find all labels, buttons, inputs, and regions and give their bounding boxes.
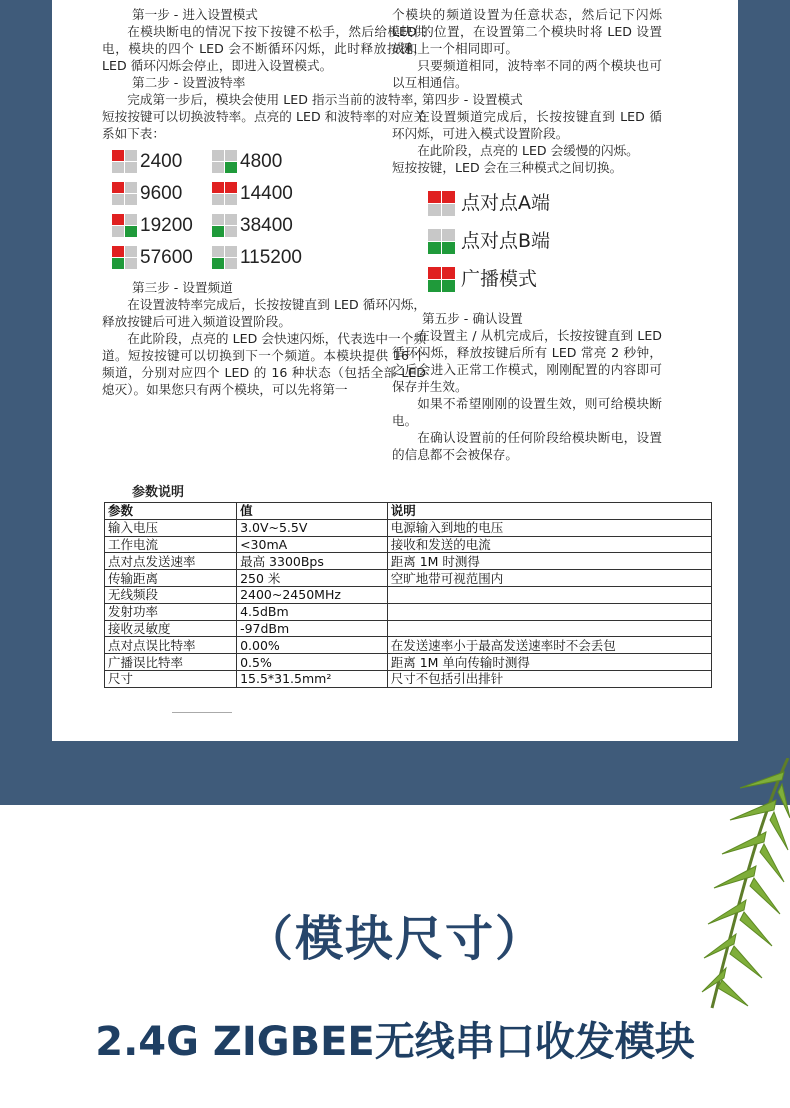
table-cell: 点对点发送速率 <box>105 553 237 570</box>
mode-item <box>428 184 662 222</box>
column-header: 参数 <box>105 503 237 520</box>
table-cell: 发射功率 <box>105 603 237 620</box>
table-row <box>105 670 712 687</box>
led-indicator-icon <box>112 150 137 173</box>
table-cell: 尺寸 <box>105 670 237 687</box>
right-text-top <box>392 6 662 176</box>
param-table-header <box>105 503 712 520</box>
table-cell: 空旷地带可视范围内 <box>387 570 711 587</box>
params-title: 参数说明 <box>132 485 185 500</box>
paragraph: 完成第一步后，模块会使用 LED 指示当前的波特率，短按按键可以切换波特率。点亮的 LED 和波特率的对应关系如下表： <box>102 92 426 141</box>
step-heading: 第一步 - 进入设置模式 <box>132 7 258 22</box>
paragraph: 如果不希望刚刚的设置生效，则可给模块断电。 <box>392 396 662 428</box>
table-cell: 尺寸不包括引出排针 <box>387 670 711 687</box>
table-row <box>105 586 712 603</box>
table-cell: 点对点误比特率 <box>105 637 237 654</box>
table-row <box>105 620 712 637</box>
baud-rate-item <box>212 182 322 205</box>
table-cell: 最高 3300Bps <box>237 553 388 570</box>
paragraph: 在设置主 / 从机完成后，长按按键直到 LED 循环闪烁，释放按键后所有 LED 常亮 2 秒钟，之后会进入正常工作模式，刚刚配置的内容即可保存并生效。 <box>392 328 662 394</box>
baud-rate-item <box>112 150 212 173</box>
table-cell: 15.5*31.5mm² <box>237 670 388 687</box>
led-indicator-icon <box>428 229 455 254</box>
baud-rate-item <box>212 246 322 269</box>
right-text-bottom <box>392 310 662 463</box>
palm-leaf-icon <box>700 758 790 1018</box>
table-cell: 4.5dBm <box>237 603 388 620</box>
table-cell: -97dBm <box>237 620 388 637</box>
table-row <box>105 536 712 553</box>
table-cell <box>387 620 711 637</box>
paragraph: 在设置波特率完成后，长按按键直到 LED 循环闪烁，释放按键后可进入频道设置阶段。 <box>102 297 426 329</box>
baud-rate-item <box>212 214 322 237</box>
table-cell: 输入电压 <box>105 519 237 536</box>
led-indicator-icon <box>112 214 137 237</box>
led-indicator-icon <box>428 267 455 292</box>
table-row <box>105 519 712 536</box>
led-indicator-icon <box>212 150 237 173</box>
table-cell: 距离 1M 时测得 <box>387 553 711 570</box>
led-indicator-icon <box>112 246 137 269</box>
table-cell: 电源输入到地的电压 <box>387 519 711 536</box>
left-column <box>102 6 426 398</box>
table-row <box>105 654 712 671</box>
step-heading: 第五步 - 确认设置 <box>422 311 523 326</box>
table-row <box>105 637 712 654</box>
param-table <box>104 502 712 688</box>
page-divider <box>172 712 232 713</box>
table-row <box>105 553 712 570</box>
paragraph: 在此阶段，点亮的 LED 会缓慢的闪烁。 <box>417 143 639 158</box>
paragraph: 在确认设置前的任何阶段给模块断电，设置的信息都不会被保存。 <box>392 430 662 462</box>
led-indicator-icon <box>428 191 455 216</box>
paragraph: 在此阶段，点亮的 LED 会快速闪烁，代表选中一个频道。短按按键可以切换到下一个频道。本模块提供 16 个频道，分别对应四个 LED 的 16 种状态（包括全部 LED 熄灭）。如果您只有两个模块，可以先将第一 <box>102 331 426 397</box>
paragraph: 短按按键，LED 会在三种模式之间切换。 <box>392 160 623 175</box>
table-cell: 工作电流 <box>105 536 237 553</box>
baud-rate-item <box>212 150 322 173</box>
right-column <box>392 6 662 463</box>
baud-rate-item <box>112 246 212 269</box>
step-heading: 第四步 - 设置模式 <box>422 92 523 107</box>
led-indicator-icon <box>212 182 237 205</box>
table-cell <box>387 603 711 620</box>
baud-rate-table <box>112 150 426 269</box>
table-cell: <30mA <box>237 536 388 553</box>
baud-rate-label: 57600 <box>140 247 193 268</box>
mode-list <box>428 184 662 298</box>
baud-rate-label: 4800 <box>240 151 283 172</box>
table-cell: 0.5% <box>237 654 388 671</box>
step-heading: 第二步 - 设置波特率 <box>132 75 246 90</box>
baud-rate-label: 2400 <box>140 151 183 172</box>
table-cell: 无线频段 <box>105 586 237 603</box>
baud-rate-label: 115200 <box>240 247 302 268</box>
mode-label: 广播模式 <box>461 267 538 290</box>
baud-rate-label: 19200 <box>140 215 193 236</box>
baud-rate-label: 9600 <box>140 183 183 204</box>
manual-page <box>52 0 738 741</box>
baud-rate-item <box>112 214 212 237</box>
table-cell: 在发送速率小于最高发送速率时不会丢包 <box>387 637 711 654</box>
baud-rate-label: 38400 <box>240 215 293 236</box>
table-cell: 传输距离 <box>105 570 237 587</box>
table-cell: 3.0V~5.5V <box>237 519 388 536</box>
paragraph: 在设置频道完成后，长按按键直到 LED 循环闪烁，可进入模式设置阶段。 <box>392 109 662 141</box>
paragraph: 只要频道相同，波特率不同的两个模块也可以互相通信。 <box>392 58 662 90</box>
table-cell: 接收和发送的电流 <box>387 536 711 553</box>
baud-rate-item <box>112 182 212 205</box>
step-heading: 第三步 - 设置频道 <box>132 280 233 295</box>
mode-label: 点对点A端 <box>461 191 550 214</box>
baud-rate-label: 14400 <box>240 183 293 204</box>
mode-label: 点对点B端 <box>461 229 551 252</box>
table-row <box>105 570 712 587</box>
product-title: 2.4G ZIGBEE无线串口收发模块 <box>95 1019 695 1065</box>
table-cell: 0.00% <box>237 637 388 654</box>
paragraph: 个模块的频道设置为任意状态，然后记下闪烁 LED 的位置，在设置第二个模块时将 LED 设置成和上一个相同即可。 <box>392 7 662 56</box>
paragraph: 在模块断电的情况下按下按键不松手，然后给模块供电，模块的四个 LED 会不断循环闪烁，此时释放按键，LED 循环闪烁会停止，即进入设置模式。 <box>102 24 426 73</box>
table-cell <box>387 586 711 603</box>
column-header: 说明 <box>387 503 711 520</box>
table-row <box>105 603 712 620</box>
mode-item <box>428 260 662 298</box>
table-cell: 250 米 <box>237 570 388 587</box>
table-cell: 广播误比特率 <box>105 654 237 671</box>
mode-item <box>428 222 662 260</box>
table-cell: 距离 1M 单向传输时测得 <box>387 654 711 671</box>
column-header: 值 <box>237 503 388 520</box>
table-cell: 2400~2450MHz <box>237 586 388 603</box>
led-indicator-icon <box>112 182 137 205</box>
table-cell: 接收灵敏度 <box>105 620 237 637</box>
led-indicator-icon <box>212 214 237 237</box>
section-subtitle: （模块尺寸） <box>244 911 545 967</box>
led-indicator-icon <box>212 246 237 269</box>
left-text-bottom <box>102 279 426 398</box>
left-text-top <box>102 6 426 142</box>
